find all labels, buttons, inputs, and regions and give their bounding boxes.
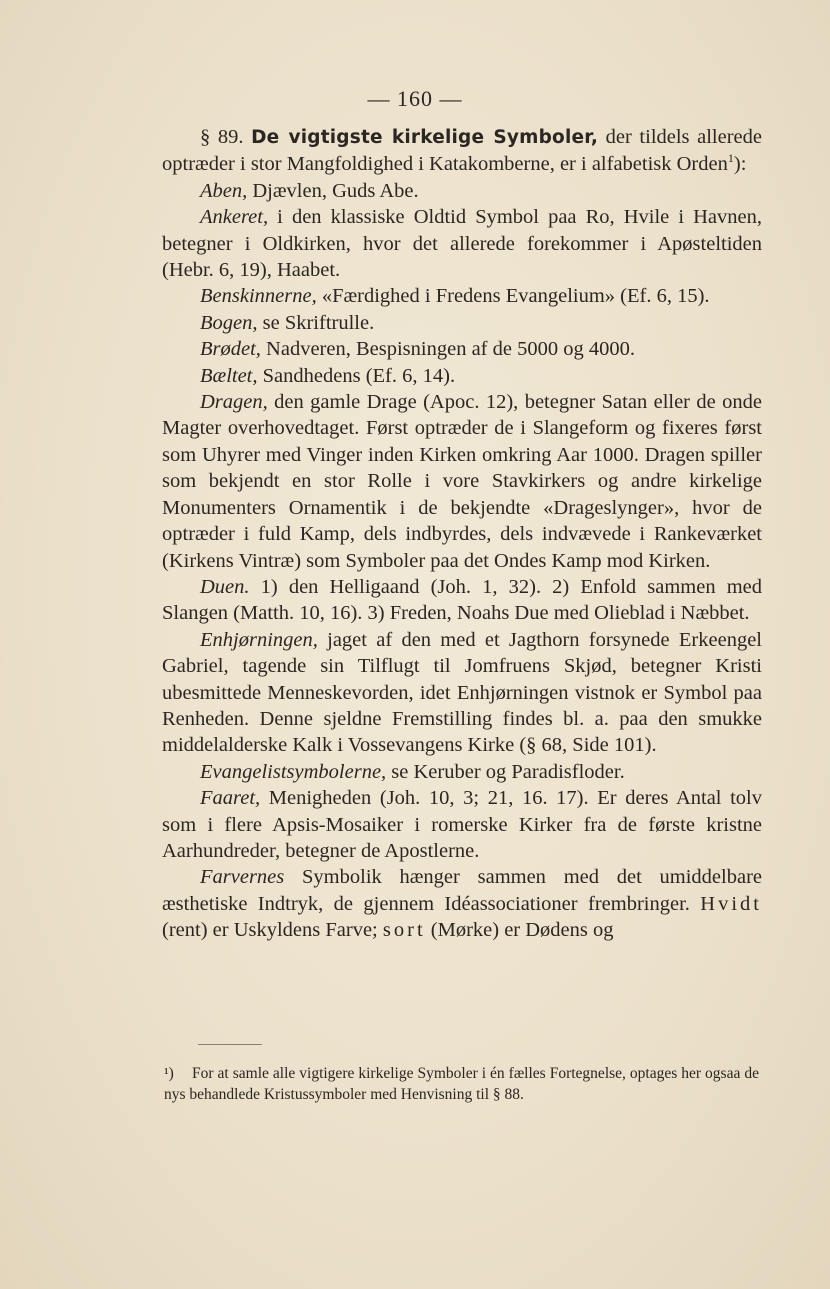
entry-benskinnerne: [162, 283, 762, 309]
entry-term: Bæltet,: [200, 364, 258, 387]
section-title: De vigtigste kirkelige Symboler,: [251, 127, 599, 148]
footnote-marker: ¹): [164, 1065, 174, 1082]
entry-term: Farvernes: [200, 866, 285, 889]
entry-text: jaget af den med et Jagthorn forsynede Erkeengel Gabriel, tagende sin Tilflugt til Jomfruens Skjød, betegner Kristi ubesmittede Menneskevorden, idet Enhjørningen vistnok er Symbol paa Renheden. Denne sjeldne Fremstilling findes bl. a. paa den smukke middelalderske Kalk i Vossevangens Kirke (§ 68, Side 101).: [162, 628, 762, 757]
entry-bogen: [162, 310, 762, 336]
entry-term: Enhjørningen,: [200, 628, 318, 651]
entry-text: Nadveren, Bespisningen af de 5000 og 4000.: [260, 338, 635, 361]
entry-text: (Mørke) er Dødens og: [425, 919, 614, 942]
entry-dragen: [162, 389, 762, 574]
entry-term: Evangelistsymbolerne,: [200, 760, 387, 783]
entry-evangelistsymbolerne: [162, 759, 762, 785]
entry-text: se Keruber og Paradisfloder.: [386, 760, 625, 783]
page-number: — 160 —: [367, 86, 463, 111]
entry-text: i den klassiske Oldtid Symbol paa Ro, Hvile i Havnen, betegner i Oldkirken, hvor det allerede forekommer i Apøsteltiden (Hebr. 6, 19), Haabet.: [162, 206, 762, 282]
main-text: [162, 124, 762, 944]
entry-baeltet: [162, 363, 762, 389]
entry-text: Symbolik hænger sammen med det umiddelbare æsthetiske Indtryk, de gjennem Idéassociationer frembringer.: [162, 866, 762, 915]
entry-brodet: [162, 336, 762, 362]
footnote: [164, 1064, 759, 1105]
entry-term: Benskinnerne,: [200, 285, 317, 308]
spaced-word: Hvidt: [700, 892, 762, 915]
spaced-word: sort: [382, 919, 426, 942]
entry-aben: [162, 178, 762, 204]
entry-term: Ankeret,: [200, 206, 269, 229]
entry-farvernes: [162, 864, 762, 943]
footnote-divider: [198, 1044, 262, 1045]
entry-text: 1) den Helligaand (Joh. 1, 32). 2) Enfold sammen med Slangen (Matth. 10, 16). 3) Freden, Noahs Due med Olieblad i Næbbet.: [162, 575, 762, 625]
entry-duen: [162, 574, 762, 627]
footnote-reference: 1: [727, 151, 734, 166]
entry-term: Duen.: [200, 575, 250, 598]
entry-faaret: [162, 785, 762, 864]
entry-text: Sandhedens (Ef. 6, 14).: [257, 364, 456, 387]
entry-enhjorningen: [162, 627, 762, 759]
entry-term: Dragen,: [200, 391, 268, 414]
entry-term: Bogen,: [200, 311, 258, 334]
entry-text: den gamle Drage (Apoc. 12), betegner Satan eller de onde Magter overhovedtaget. Først optræder de i Slangeform og fixeres først som Uhyrer med Vinger inden Kirken omkring Aar 1000. Dragen spiller som bekjendt en stor Rolle i vore Stavkirkers og andre kirkelige Monumenters Ornamentik i de bekjendte «Drageslynger», hvor de optræder i fuld Kamp, dels indbyrdes, dels indvævede i Rankeværket (Kirkens Vintræ) som Symboler paa det Ondes Kamp mod Kirken.: [162, 391, 762, 572]
entry-text: (rent) er Uskyldens Farve;: [162, 919, 383, 942]
section-intro-text: der tildels allerede optræder i stor Mangfoldighed i Katakomberne, er i alfabetisk Orden: [162, 126, 762, 176]
entry-text: Djævlen, Guds Abe.: [247, 179, 419, 202]
footnote-text: For at samle alle vigtigere kirkelige Symboler i én fælles Fortegnelse, optages her ogsaa de nys behandlede Kristussymboler med Henvisning til § 88.: [164, 1065, 759, 1103]
section-number: § 89.: [200, 126, 244, 148]
entry-ankeret: [162, 204, 762, 283]
entry-text: se Skriftrulle.: [257, 311, 375, 334]
entry-text: Menigheden (Joh. 10, 3; 21, 16. 17). Er deres Antal tolv som i flere Apsis-Mosaiker i romerske Kirker fra de første kristne Aarhundreder, betegner de Apostlerne.: [162, 787, 762, 862]
entry-term: Aben,: [200, 179, 248, 202]
section-intro: § 89. De vigtigste kirkelige Symboler, der tildels allerede optræder i stor Mangfoldighed i Katakomberne, er i alfabetisk Orden$^1$):: [162, 126, 762, 176]
entry-term: Faaret,: [200, 787, 261, 810]
entry-text: «Færdighed i Fredens Evangelium» (Ef. 6, 15).: [316, 285, 710, 308]
entry-term: Brødet,: [200, 338, 261, 361]
